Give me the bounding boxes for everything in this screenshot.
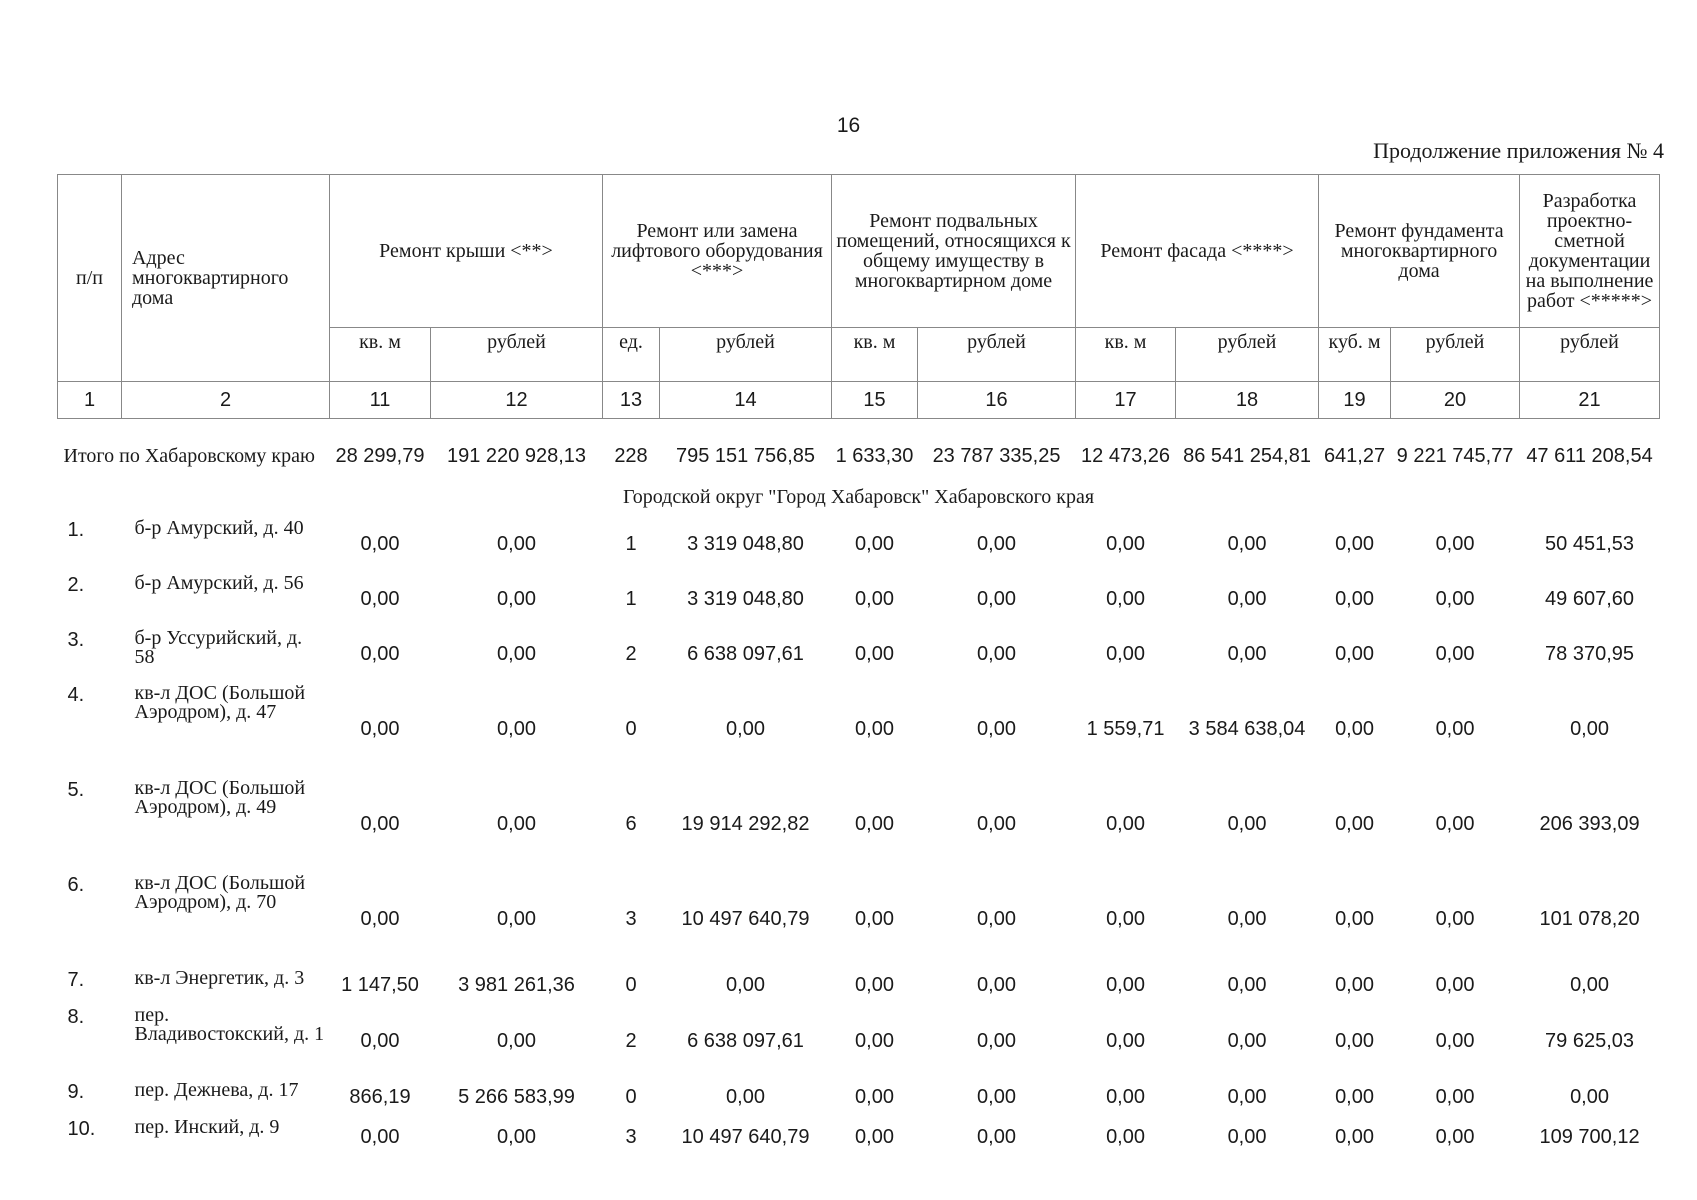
row-address: б-р Уссурийский, д. 58 (134, 627, 303, 668)
total-value: 23 787 335,25 (932, 444, 1061, 467)
row-value: 1 (625, 533, 637, 555)
row-value: 109 700,12 (1539, 1125, 1640, 1148)
row-value: 6 638 097,61 (687, 1030, 804, 1052)
row-value: 0,00 (1435, 974, 1475, 996)
row-value: 0,00 (360, 588, 400, 610)
table-row (58, 777, 1660, 872)
total-label: Итого по Хабаровскому краю (63, 445, 315, 467)
row-value: 0,00 (1335, 1086, 1374, 1108)
row-value: 1 (625, 588, 637, 610)
row-value: 0,00 (1570, 974, 1609, 996)
row-value: 0,00 (1335, 1030, 1374, 1052)
row-value: 1 559,71 (1086, 718, 1165, 740)
group-row (58, 477, 1660, 517)
row-value: 0,00 (1435, 588, 1475, 610)
row-value: 0,00 (1227, 813, 1267, 835)
spacer-row (58, 419, 1660, 436)
row-address: кв-л ДОС (Большой Аэродром), д. 70 (134, 872, 306, 913)
row-value: 0,00 (1227, 588, 1267, 610)
row-number: 3. (67, 629, 85, 651)
row-value: 0,00 (1435, 813, 1475, 835)
total-value: 28 299,79 (335, 444, 425, 467)
row-value: 1 147,50 (341, 974, 419, 996)
row-number: 8. (67, 1006, 85, 1028)
row-value: 0,00 (1106, 533, 1145, 555)
unit-header: кв. м (330, 328, 431, 382)
row-value: 0,00 (1227, 1086, 1267, 1108)
row-value: 0,00 (855, 588, 894, 610)
row-address: пер. Владивостокский, д. 1 (134, 1004, 325, 1045)
row-value: 0,00 (977, 1030, 1016, 1052)
row-value: 0,00 (1335, 1125, 1374, 1148)
column-number: 16 (918, 382, 1076, 419)
row-value: 0,00 (497, 1030, 536, 1052)
row-value: 866,19 (349, 1086, 411, 1108)
row-value: 0,00 (497, 588, 536, 610)
total-value: 795 151 756,85 (675, 444, 816, 467)
row-value: 0,00 (1106, 908, 1145, 930)
row-number: 1. (67, 519, 85, 541)
row-value: 0,00 (855, 1125, 894, 1148)
row-value: 0,00 (497, 533, 536, 555)
column-number: 2 (122, 382, 330, 419)
row-number: 4. (67, 684, 85, 706)
header-foundation: Ремонт фундамента многоквартирного дома (1319, 175, 1520, 328)
row-value: 6 (625, 813, 637, 835)
unit-header: рублей (660, 328, 832, 382)
row-value: 0,00 (1335, 643, 1374, 665)
table-row (58, 1079, 1660, 1116)
row-value: 0,00 (977, 533, 1016, 555)
table-row (58, 872, 1660, 967)
row-value: 0,00 (1570, 1086, 1609, 1108)
row-value: 0 (625, 1086, 637, 1108)
row-address: б-р Амурский, д. 56 (134, 572, 304, 594)
row-value: 0,00 (1106, 1030, 1145, 1052)
column-number: 21 (1520, 382, 1660, 419)
table-row (58, 517, 1660, 572)
total-value: 1 633,30 (835, 444, 914, 467)
row-value: 0,00 (497, 908, 536, 930)
row-value: 0,00 (977, 1125, 1016, 1148)
row-value: 0,00 (726, 974, 765, 996)
row-value: 0,00 (360, 813, 400, 835)
row-value: 6 638 097,61 (687, 643, 804, 665)
row-value: 0,00 (1106, 974, 1145, 996)
row-value: 3 319 048,80 (687, 588, 804, 610)
row-value: 0,00 (1106, 813, 1145, 835)
row-value: 0,00 (977, 908, 1016, 930)
row-value: 0,00 (1435, 908, 1475, 930)
unit-header: ед. (603, 328, 660, 382)
header-num: п/п (58, 175, 122, 382)
total-value: 191 220 928,13 (446, 444, 587, 467)
row-value: 19 914 292,82 (681, 813, 810, 835)
row-value: 0,00 (1227, 643, 1267, 665)
column-number: 13 (603, 382, 660, 419)
page-number: 16 (836, 114, 861, 137)
row-value: 50 451,53 (1545, 533, 1635, 555)
total-value: 228 (614, 444, 648, 467)
row-value: 0,00 (977, 813, 1016, 835)
row-number: 2. (67, 574, 85, 596)
row-value: 0,00 (1335, 588, 1374, 610)
row-value: 3 (625, 908, 637, 930)
row-value: 0,00 (360, 1125, 400, 1148)
row-value: 0 (625, 974, 637, 996)
column-number: 15 (832, 382, 918, 419)
total-row (58, 435, 1660, 477)
header-design: Разработка проектно-сметной документации на выполнение работ <*****> (1520, 175, 1660, 328)
header-facade: Ремонт фасада <****> (1076, 175, 1319, 328)
row-value: 0,00 (1435, 1086, 1475, 1108)
unit-header: рублей (918, 328, 1076, 382)
row-number: 6. (67, 874, 85, 896)
row-value: 0,00 (1435, 643, 1475, 665)
table-row (58, 1116, 1660, 1158)
row-value: 0,00 (977, 1086, 1016, 1108)
unit-header: рублей (431, 328, 603, 382)
row-value: 2 (625, 643, 637, 665)
row-value: 0,00 (1227, 1125, 1267, 1148)
row-number: 10. (67, 1118, 96, 1140)
column-number: 19 (1319, 382, 1391, 419)
row-value: 0,00 (726, 718, 765, 740)
row-number: 9. (67, 1081, 85, 1103)
row-value: 0,00 (855, 1030, 894, 1052)
row-value: 0,00 (1435, 1030, 1475, 1052)
appendix-note: Продолжение приложения № 4 (1373, 138, 1664, 163)
row-value: 0,00 (855, 643, 894, 665)
column-number: 20 (1391, 382, 1520, 419)
row-value: 0,00 (1106, 588, 1145, 610)
column-number-row (58, 382, 1660, 419)
unit-header: рублей (1391, 328, 1520, 382)
row-value: 0 (625, 718, 637, 740)
total-value: 47 611 208,54 (1526, 444, 1653, 467)
column-number: 14 (660, 382, 832, 419)
row-value: 3 981 261,36 (458, 974, 575, 996)
row-value: 0,00 (497, 643, 536, 665)
unit-header: куб. м (1319, 328, 1391, 382)
row-value: 3 (625, 1125, 637, 1148)
total-value: 641,27 (1323, 444, 1386, 467)
row-address: б-р Амурский, д. 40 (134, 517, 304, 539)
row-value: 101 078,20 (1539, 908, 1640, 930)
row-value: 0,00 (360, 908, 400, 930)
row-value: 0,00 (1335, 974, 1374, 996)
unit-header: рублей (1520, 328, 1660, 382)
row-value: 0,00 (855, 974, 894, 996)
row-address: кв-л ДОС (Большой Аэродром), д. 49 (134, 777, 306, 818)
row-number: 7. (67, 969, 85, 991)
row-value: 0,00 (497, 813, 536, 835)
row-value: 0,00 (1335, 718, 1374, 740)
header-basement: Ремонт подвальных помещений, относящихся к общему имуществу в многоквартирном доме (832, 175, 1076, 328)
total-value: 9 221 745,77 (1396, 444, 1514, 467)
row-value: 0,00 (360, 533, 400, 555)
total-value: 12 473,26 (1081, 444, 1171, 467)
row-address: пер. Инский, д. 9 (134, 1116, 280, 1138)
row-value: 0,00 (1435, 533, 1475, 555)
header-address: Адрес многоквартирного дома (122, 175, 330, 382)
row-value: 0,00 (977, 718, 1016, 740)
column-number: 18 (1176, 382, 1319, 419)
row-value: 0,00 (360, 643, 400, 665)
row-value: 0,00 (855, 718, 894, 740)
row-value: 3 319 048,80 (687, 533, 804, 555)
row-value: 49 607,60 (1545, 588, 1635, 610)
row-value: 78 370,95 (1545, 643, 1635, 665)
row-value: 3 584 638,04 (1188, 718, 1306, 740)
row-value: 0,00 (1435, 1125, 1475, 1148)
row-value: 0,00 (1227, 1030, 1267, 1052)
row-address: кв-л Энергетик, д. 3 (134, 967, 305, 989)
row-value: 0,00 (1227, 974, 1267, 996)
row-value: 0,00 (1335, 908, 1374, 930)
row-value: 0,00 (1570, 718, 1609, 740)
total-value: 86 541 254,81 (1183, 444, 1311, 467)
row-value: 0,00 (977, 643, 1016, 665)
table-row (58, 627, 1660, 682)
row-value: 10 497 640,79 (681, 908, 810, 930)
row-value: 0,00 (1227, 908, 1267, 930)
table-row (58, 682, 1660, 777)
row-value: 0,00 (855, 1086, 894, 1108)
row-number: 5. (67, 779, 85, 801)
row-address: кв-л ДОС (Большой Аэродром), д. 47 (134, 682, 306, 723)
row-value: 0,00 (1227, 533, 1267, 555)
row-value: 0,00 (855, 813, 894, 835)
row-value: 0,00 (977, 588, 1016, 610)
row-value: 2 (625, 1030, 637, 1052)
header-roof: Ремонт крыши <**> (330, 175, 603, 328)
row-value: 10 497 640,79 (681, 1125, 810, 1148)
row-value: 0,00 (1435, 718, 1475, 740)
row-value: 5 266 583,99 (458, 1086, 575, 1108)
column-number: 1 (58, 382, 122, 419)
row-value: 0,00 (1106, 643, 1145, 665)
row-value: 0,00 (726, 1086, 765, 1108)
table-row (58, 572, 1660, 627)
row-value: 0,00 (1335, 533, 1374, 555)
unit-header: рублей (1176, 328, 1319, 382)
row-value: 79 625,03 (1545, 1030, 1635, 1052)
row-value: 0,00 (977, 974, 1016, 996)
row-value: 0,00 (1106, 1086, 1145, 1108)
row-value: 0,00 (360, 1030, 400, 1052)
header-elevator: Ремонт или замена лифтового оборудования <***> (603, 175, 832, 328)
unit-header: кв. м (832, 328, 918, 382)
column-number: 11 (330, 382, 431, 419)
row-value: 0,00 (360, 718, 400, 740)
row-value: 0,00 (855, 533, 894, 555)
row-address: пер. Дежнева, д. 17 (134, 1079, 299, 1101)
row-value: 0,00 (855, 908, 894, 930)
column-number: 17 (1076, 382, 1176, 419)
column-number: 12 (431, 382, 603, 419)
row-value: 0,00 (1106, 1125, 1145, 1148)
row-value: 0,00 (497, 1125, 536, 1148)
unit-header: кв. м (1076, 328, 1176, 382)
group-title: Городской округ "Город Хабаровск" Хабаровского края (622, 485, 1095, 508)
table-row (58, 967, 1660, 1004)
repair-table (57, 174, 1660, 1158)
row-value: 206 393,09 (1539, 813, 1640, 835)
table-row (58, 1004, 1660, 1079)
row-value: 0,00 (497, 718, 536, 740)
row-value: 0,00 (1335, 813, 1374, 835)
